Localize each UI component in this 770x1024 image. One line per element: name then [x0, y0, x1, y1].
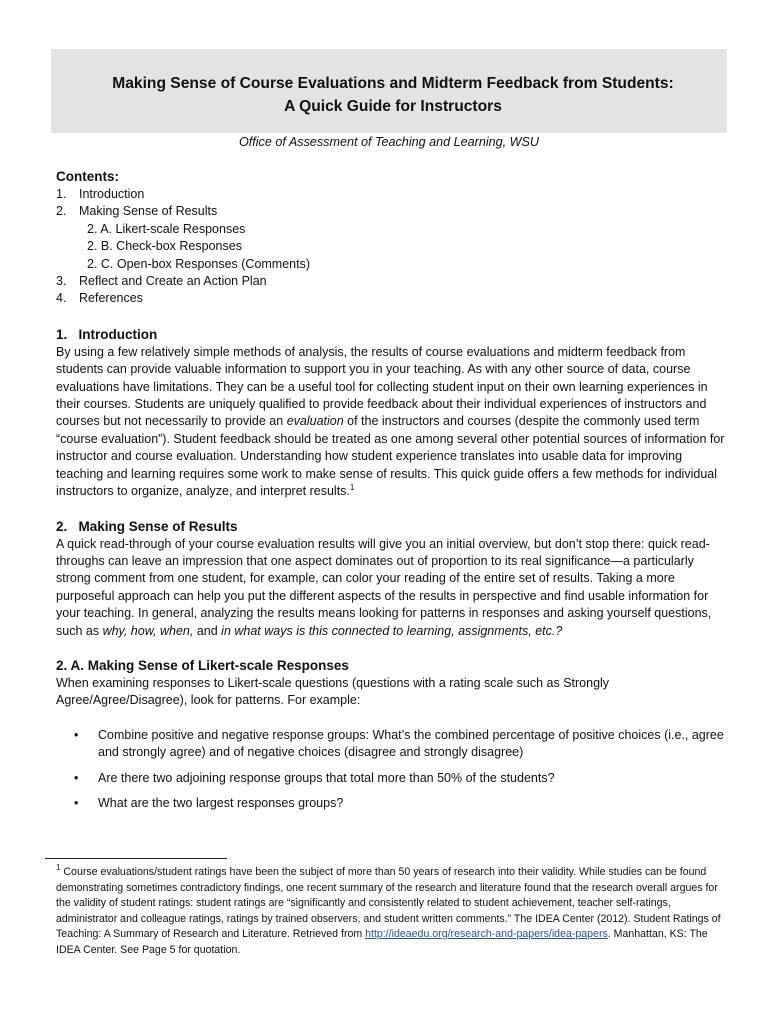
introduction-paragraph: By using a few relatively simple methods of analysis, the results of course evaluations and midterm feedback from students can provide valuable information to support you in your teaching. As with any other source of data, course evaluations have limitations. They can be a useful tool for collecting student input on their own learning experiences in their courses. Students are uniquely qualified to provide feedback about their individual experiences of instructors and courses but not necessarily to provide an evaluation of the instructors and courses (despite the commonly used term “course evaluation”). Student feedback should be treated as one among several other potential sources of information for instructor and course evaluation. Understanding how student experience translates into usable data for improving teaching and learning requires some work to make sense of results. This quick guide offers a few methods for individual instructors to organize, analyze, and interpret results.$^1$: [56, 344, 725, 499]
bullet-icon: •: [74, 727, 79, 742]
title-banner: [51, 49, 727, 133]
toc-item: 1. Introduction: [56, 187, 145, 201]
toc-item: 2. A. Likert-scale Responses: [87, 221, 246, 236]
toc-item: 4. References: [56, 291, 143, 306]
results-heading: 2. Making Sense of Results: [56, 518, 238, 534]
footnote: $^1$ Course evaluations/student ratings have been the subject of more than 50 years of research into their validity. While studies can be found demonstrating sometimes contradictory findings, one recent summary of the research and literature found that the research overall argues for the validity of student ratings: student ratings are “significantly and consistently related to student achievement, teacher self-ratings, administrator and colleague ratings, ratings by trained observers, and student written comments.” The IDEA Center (2012). Student Ratings of Teaching: A Summary of Research and Literature. Retrieved from http://ideaedu.org/research-and-papers/idea-papers. Manhattan, KS: The IDEA Center. See Page 5 for quotation.: [56, 863, 721, 956]
idea-papers-link[interactable]: http://ideaedu.org/research-and-papers/idea-papers: [365, 928, 608, 940]
bullet-icon: •: [74, 770, 79, 785]
section-likert: [56, 657, 728, 812]
likert-paragraph: When examining responses to Likert-scale questions (questions with a rating scale such as Strongly Agree/Agree/Disagree), look for patterns. For example:: [56, 675, 610, 708]
introduction-heading: 1. Introduction: [56, 326, 158, 342]
section-results: [56, 518, 728, 640]
toc-item: 3. Reflect and Create an Action Plan: [56, 274, 267, 289]
title-line-2: A Quick Guide for Instructors: [284, 98, 502, 115]
results-paragraph: A quick read-through of your course evaluation results will give you an initial overview, but don’t stop there: quick read-throughs can leave an impression that one aspect dominates out of proportion to its real significance—a particularly strong comment from one student, for example, can color your reading of the entire set of results. Taking a more purposeful approach can help you put the different aspects of the results in perspective and find usable information for your teaching. In general, analyzing the results means looking for patterns in responses and asking yourself questions, such as why, how, when, and in what ways is this connected to learning, assignments, etc.?: [56, 536, 712, 638]
bullet-icon: •: [74, 795, 79, 810]
subtitle: Office of Assessment of Teaching and Learning, WSU: [238, 135, 540, 149]
toc-item: 2. Making Sense of Results: [56, 204, 218, 219]
section-introduction: [56, 326, 728, 501]
likert-heading: 2. A. Making Sense of Likert-scale Responses: [56, 657, 349, 673]
title-line-1: Making Sense of Course Evaluations and Midterm Feedback from Students:: [112, 75, 674, 92]
list-item: • Combine positive and negative response groups: What’s the combined percentage of positive choices (i.e., agree and strongly agree) and of negative choices (disagree and strongly disagree): [56, 727, 728, 762]
document-body: [56, 168, 728, 820]
likert-bullet-list: [56, 727, 728, 813]
footnote-ref: 1: [349, 483, 355, 493]
contents-list: [56, 186, 728, 308]
contents-heading: Contents:: [56, 169, 119, 184]
list-item: • Are there two adjoining response groups that total more than 50% of the students?: [56, 770, 728, 787]
toc-item: 2. B. Check-box Responses: [87, 239, 242, 254]
toc-item: 2. C. Open-box Responses (Comments): [87, 256, 311, 271]
list-item: • What are the two largest responses groups?: [56, 795, 728, 812]
footnote-divider: [45, 858, 227, 859]
